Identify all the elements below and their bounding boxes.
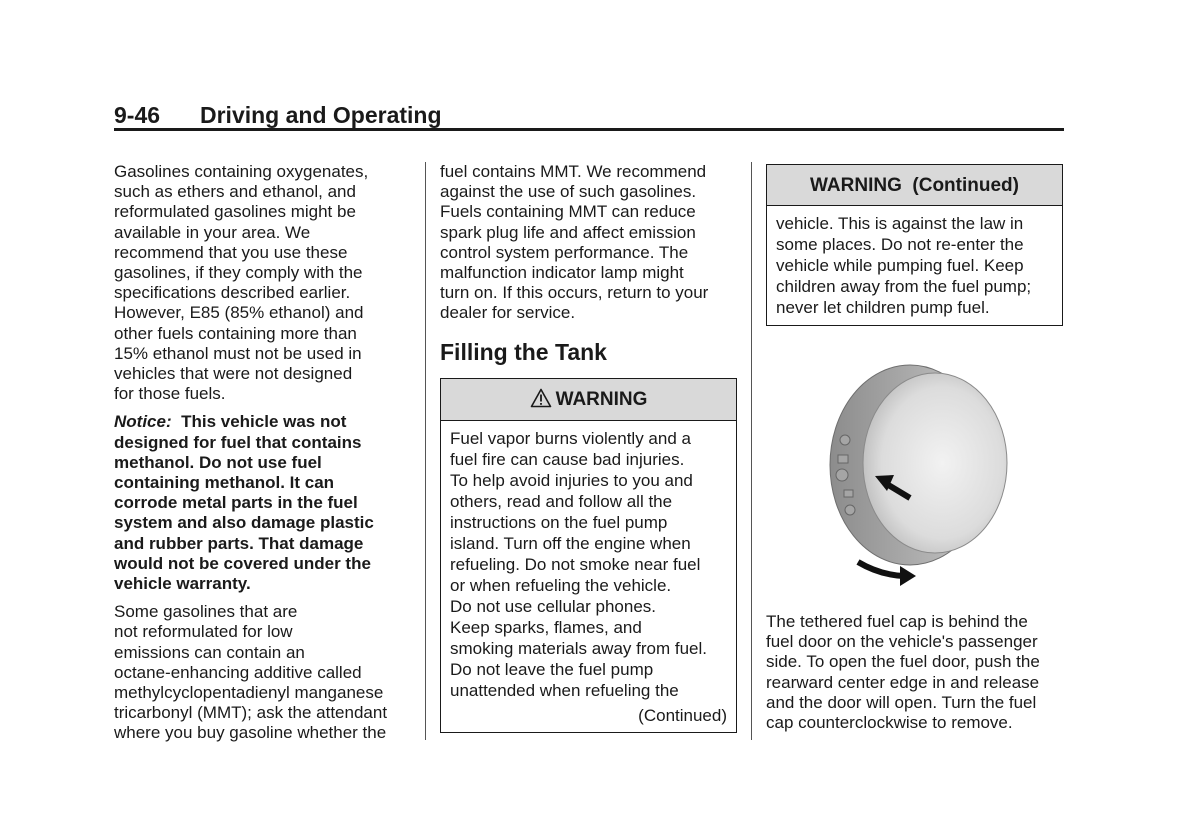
text-line: or when refueling the vehicle.: [450, 576, 672, 595]
warning-continued-body: [767, 206, 1062, 318]
text-line: fuel door on the vehicle's passenger: [766, 632, 1038, 652]
notice-paragraph: [114, 412, 414, 594]
text-line: would not be covered under the: [114, 553, 371, 573]
text-line: tricarbonyl (MMT); ask the attendant: [114, 703, 388, 723]
text-line: such as ethers and ethanol, and: [114, 182, 356, 202]
page-number: 9-46: [114, 102, 161, 128]
warning-box: [440, 378, 737, 733]
column-divider: [425, 162, 426, 740]
text-line: Do not use cellular phones.: [450, 597, 657, 616]
text-line: reformulated gasolines might be: [114, 202, 356, 222]
rotate-arrow-icon: [858, 562, 916, 586]
warning-triangle-icon: [530, 382, 552, 424]
text-line: Fuel vapor burns violently and a: [450, 429, 691, 448]
text-line: methanol. Do not use fuel: [114, 452, 322, 472]
text-line: and rubber parts. That damage: [114, 533, 364, 553]
text-line: Some gasolines that are: [114, 602, 298, 622]
text-line: for those fuels.: [114, 384, 226, 404]
text-line: containing methanol. It can: [114, 473, 335, 493]
warning-title: WARNING: [555, 389, 648, 410]
text-line: instructions on the fuel pump: [450, 513, 668, 532]
text-line: never let children pump fuel.: [776, 298, 990, 317]
header-rule: [114, 128, 1064, 131]
text-line: vehicle. This is against the law in: [776, 214, 1024, 233]
text-line: fuel contains MMT. We recommend: [440, 162, 707, 181]
text-line: Fuels containing MMT can reduce: [440, 202, 696, 222]
warning-continued-header: WARNING (Continued): [767, 165, 1062, 206]
text-line: turn on. If this occurs, return to your: [440, 283, 709, 303]
fuel-cap-caption: [766, 612, 1066, 733]
text-line: Do not leave the fuel pump: [450, 660, 654, 679]
page-header: [114, 100, 1064, 130]
text-line: where you buy gasoline whether the: [114, 723, 387, 743]
text-line: This vehicle was not: [181, 412, 347, 432]
filling-the-tank-heading: Filling the Tank: [440, 339, 607, 365]
paragraph-mmt: [114, 602, 414, 743]
text-line: dealer for service.: [440, 303, 576, 323]
paragraph-mmt-continued: [440, 162, 740, 324]
text-line: smoking materials away from fuel.: [450, 639, 707, 658]
text-line: vehicle while pumping fuel. Keep: [776, 256, 1024, 275]
text-line: recommend that you use these: [114, 242, 348, 262]
text-line: cap counterclockwise to remove.: [766, 713, 1013, 733]
text-line: side. To open the fuel door, push the: [766, 652, 1040, 672]
column-1: [114, 162, 414, 744]
text-line: Keep sparks, flames, and: [450, 618, 642, 637]
text-line: spark plug life and affect emission: [440, 222, 696, 242]
text-line: designed for fuel that contains: [114, 432, 362, 452]
text-line: methylcyclopentadienyl manganese: [114, 683, 384, 703]
text-line: system and also damage plastic: [114, 513, 374, 533]
text-line: rearward center edge in and release: [766, 672, 1040, 692]
text-line: not reformulated for low: [114, 622, 293, 642]
text-line: Gasolines containing oxygenates,: [114, 162, 369, 181]
text-line: The tethered fuel cap is behind the: [766, 612, 1028, 631]
text-line: gasolines, if they comply with the: [114, 263, 363, 283]
text-line: others, read and follow all the: [450, 492, 673, 511]
paragraph-oxygenates: [114, 162, 414, 404]
text-line: island. Turn off the engine when: [450, 534, 691, 553]
fuel-cap-illustration: [820, 360, 1020, 595]
text-line: control system performance. The: [440, 242, 689, 262]
warning-body: [441, 421, 736, 701]
text-line: 15% ethanol must not be used in: [114, 343, 362, 363]
text-line: corrode metal parts in the fuel: [114, 493, 358, 513]
text-line: fuel fire can cause bad injuries.: [450, 450, 685, 469]
text-line: and the door will open. Turn the fuel: [766, 692, 1037, 712]
text-line: malfunction indicator lamp might: [440, 263, 684, 283]
continued-label: (Continued): [638, 706, 727, 725]
text-line: available in your area. We: [114, 222, 311, 242]
text-line: unattended when refueling the: [450, 681, 679, 700]
warning-header: [441, 379, 736, 421]
text-line: To help avoid injuries to you and: [450, 471, 693, 490]
column-2: [440, 162, 740, 324]
warning-continued-box: [766, 164, 1063, 326]
text-line: vehicle warranty.: [114, 574, 251, 594]
text-line: children away from the fuel pump;: [776, 277, 1032, 296]
text-line: However, E85 (85% ethanol) and: [114, 303, 364, 323]
text-line: refueling. Do not smoke near fuel: [450, 555, 701, 574]
text-line: other fuels containing more than: [114, 323, 357, 343]
text-line: against the use of such gasolines.: [440, 182, 697, 202]
column-divider: [751, 162, 752, 740]
text-line: some places. Do not re-enter the: [776, 235, 1024, 254]
text-line: vehicles that were not designed: [114, 364, 353, 384]
text-line: specifications described earlier.: [114, 283, 351, 303]
text-line: octane-enhancing additive called: [114, 662, 362, 682]
section-title: Driving and Operating: [200, 102, 442, 128]
notice-label: Notice:: [114, 412, 172, 432]
text-line: emissions can contain an: [114, 642, 305, 662]
